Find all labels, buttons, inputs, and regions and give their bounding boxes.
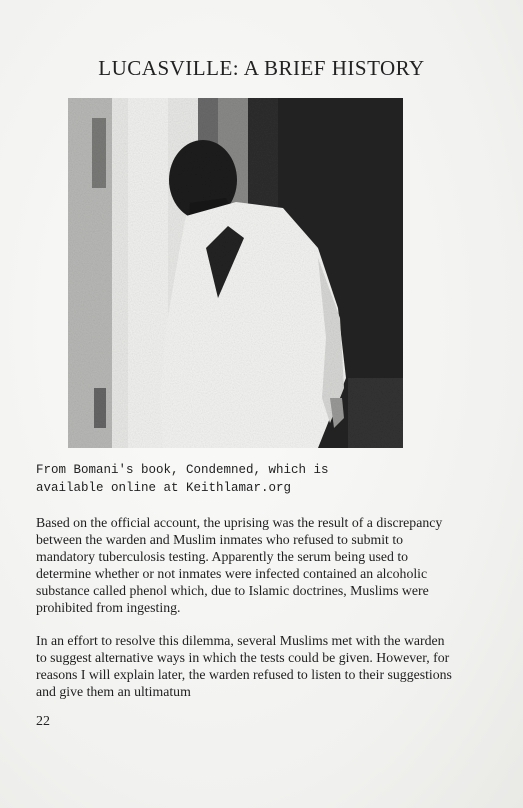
page-number: 22 [36,714,50,729]
portrait-photo [68,98,403,448]
caption-line-2: available online at Keithlamar.org [36,481,292,495]
photo-caption [36,461,456,497]
page-title: LUCASVILLE: A BRIEF HISTORY [98,56,425,80]
paragraph-2: In an effort to resolve this dilemma, several Muslims met with the warden to suggest alternative ways in which the tests could be given. However, for reasons I will explain later, the warden refused to listen to their suggestions and give them an ultimatum [36,633,452,699]
paragraph-1: Based on the official account, the uprising was the result of a discrepancy between the warden and Muslim inmates who refused to submit to mandatory tuberculosis testing. Apparently the serum being used to determine whether or not inmates were infected contained an alcoholic substance called phenol which, due to Islamic doctrines, Muslims were prohibited from ingesting. [36,515,443,615]
caption-line-1: From Bomani's book, Condemned, which is [36,463,329,477]
